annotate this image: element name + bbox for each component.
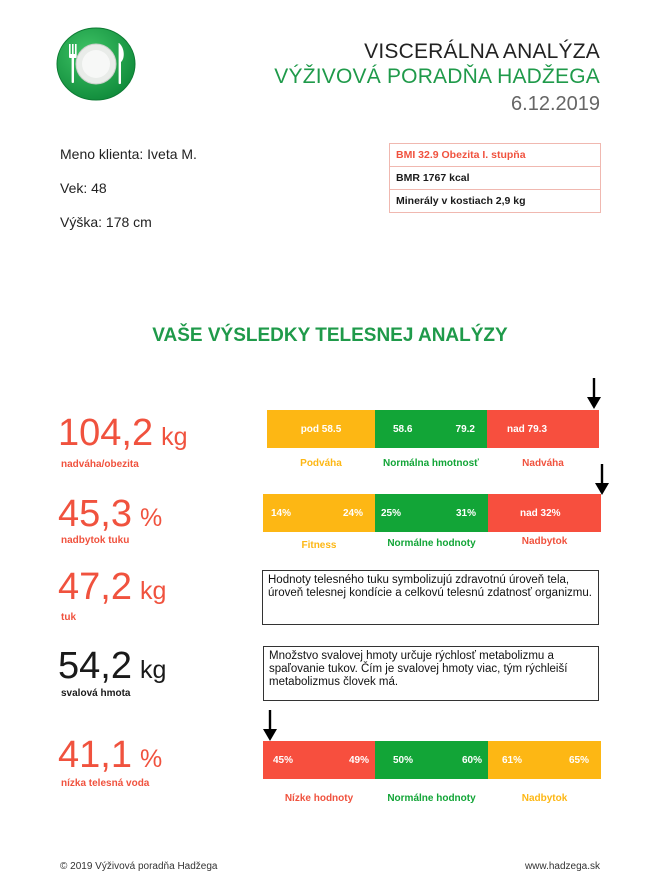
weight-seg-underweight	[267, 410, 375, 448]
fat-seg-fitness	[263, 494, 375, 532]
water-seg3-max: 65%	[568, 754, 589, 766]
muscle-note-box: Množstvo svalovej hmoty určuje rýchlosť metabolizmu a spaľovanie tukov. Čím je svalovej hmoty viac, tým rýchleiší metabolizmus človek má.	[263, 646, 599, 701]
fat-pct-value: 45,3	[58, 493, 132, 535]
bmi-value: BMI 32.9 Obezita I. stupňa	[390, 144, 600, 167]
brand-name: VÝŽIVOVÁ PORADŇA HADŽEGA	[274, 65, 600, 88]
fat-scale-bar	[263, 494, 601, 532]
client-name: Meno klienta: Iveta M.	[60, 146, 197, 162]
water-seg1-max: 49%	[348, 754, 369, 766]
water-metric	[58, 734, 162, 777]
water-value: 41,1	[58, 734, 132, 776]
water-seg1-min: 45%	[273, 754, 294, 766]
down-arrow-icon	[262, 710, 278, 742]
weight-value: 104,2	[58, 412, 154, 454]
weight-label-over: Nadváha	[522, 458, 564, 469]
water-seg-normal	[375, 741, 488, 779]
fat-label-excess: Nadbytok	[521, 536, 568, 547]
minerals-value: Minerály v kostiach 2,9 kg	[390, 190, 600, 213]
fat-seg2-max: 31%	[455, 507, 476, 519]
water-label-low: Nízke hodnoty	[284, 793, 354, 804]
down-arrow-icon	[594, 464, 610, 496]
fat-pct-metric	[58, 493, 162, 536]
client-age: Vek: 48	[60, 180, 107, 196]
water-label-excess: Nadbytok	[521, 793, 568, 804]
report-date: 6.12.2019	[511, 93, 600, 115]
water-unit: %	[139, 745, 163, 773]
weight-seg1-text: pod 58.5	[300, 423, 342, 435]
fat-seg1-max: 24%	[342, 507, 363, 519]
weight-label-normal: Normálna hmotnosť	[383, 458, 479, 469]
fat-seg2-min: 25%	[381, 507, 402, 519]
weight-seg-overweight	[487, 410, 599, 448]
footer-website[interactable]: www.hadzega.sk	[524, 861, 600, 872]
water-seg2-min: 50%	[393, 754, 414, 766]
bmr-value: BMR 1767 kcal	[390, 167, 600, 190]
fat-seg-excess	[488, 494, 601, 532]
water-label-normal: Normálne hodnoty	[387, 793, 476, 804]
client-height: Výška: 178 cm	[60, 214, 152, 230]
weight-seg2-max: 79.2	[455, 423, 475, 435]
weight-label-under: Podváha	[300, 458, 342, 469]
down-arrow-icon	[586, 378, 602, 410]
weight-scale-bar	[267, 410, 599, 448]
weight-metric	[58, 412, 188, 455]
report-title: VISCERÁLNA ANALÝZA	[364, 40, 600, 63]
fat-seg3-text: nad 32%	[520, 507, 561, 519]
fat-note-box: Hodnoty telesného tuku symbolizujú zdravotnú úroveň tela, úroveň telesnej kondície a celkovú telesnú zdatnosť organizmu.	[262, 570, 599, 625]
water-scale-bar	[263, 741, 601, 779]
water-seg2-max: 60%	[461, 754, 482, 766]
muscle-metric	[58, 645, 166, 688]
muscle-unit: kg	[139, 656, 167, 684]
fat-kg-metric	[58, 566, 166, 609]
summary-box	[389, 143, 601, 213]
fat-label-normal: Normálne hodnoty	[387, 538, 476, 549]
weight-label: nadváha/obezita	[61, 459, 139, 470]
fat-seg1-min: 14%	[271, 507, 292, 519]
fat-label-fitness: Fitness	[301, 540, 337, 551]
muscle-label: svalová hmota	[61, 688, 131, 699]
logo	[55, 26, 137, 102]
fat-kg-unit: kg	[139, 577, 167, 605]
water-seg-low	[263, 741, 375, 779]
muscle-value: 54,2	[58, 645, 132, 687]
weight-seg2-min: 58.6	[393, 423, 413, 435]
water-seg3-min: 61%	[502, 754, 523, 766]
fat-kg-value: 47,2	[58, 566, 132, 608]
footer-copyright: © 2019 Výživová poradňa Hadžega	[60, 861, 218, 872]
plate-fork-knife-icon	[55, 26, 137, 102]
section-title: VAŠE VÝSLEDKY TELESNEJ ANALÝZY	[152, 325, 508, 346]
weight-seg3-text: nad 79.3	[507, 423, 548, 435]
fat-seg-normal	[375, 494, 488, 532]
weight-seg-normal	[375, 410, 487, 448]
fat-kg-label: tuk	[61, 612, 76, 623]
water-seg-excess	[488, 741, 601, 779]
fat-pct-unit: %	[139, 504, 163, 532]
fat-pct-label: nadbytok tuku	[61, 535, 130, 546]
water-label: nízka telesná voda	[61, 778, 150, 789]
weight-unit: kg	[161, 423, 188, 451]
